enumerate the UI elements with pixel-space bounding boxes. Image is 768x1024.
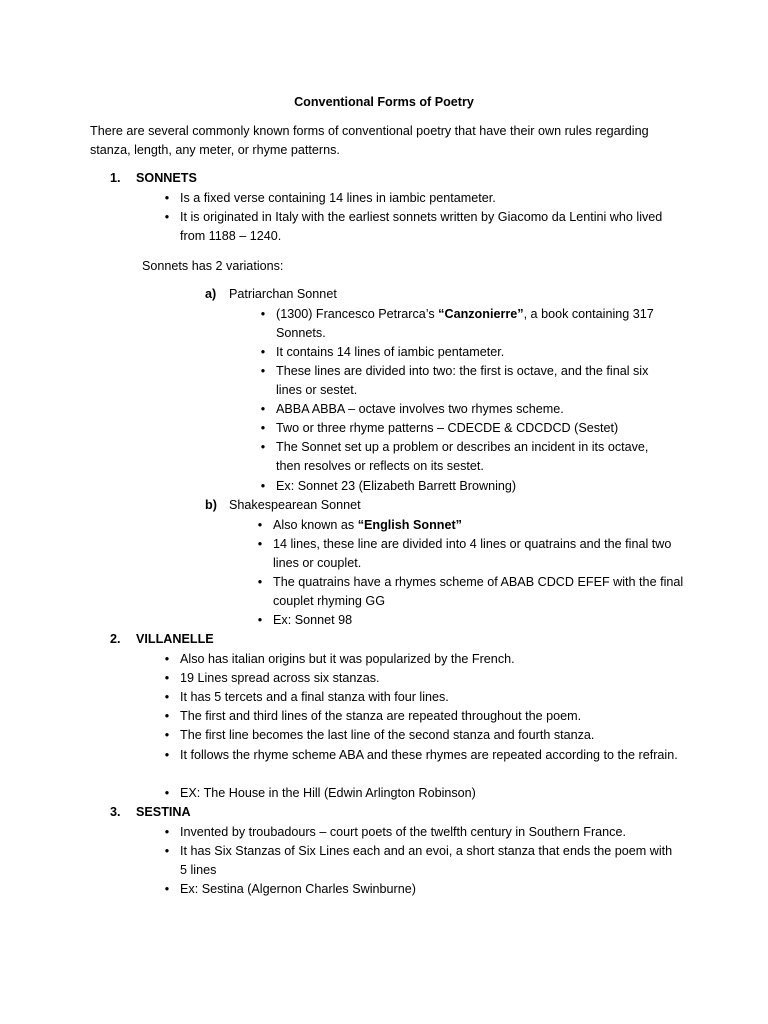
list-item: • Is a fixed verse containing 14 lines in iambic pentameter.: [180, 189, 700, 208]
bullet-icon: •: [260, 345, 266, 359]
bullet-icon: •: [164, 709, 170, 723]
bullet-icon: •: [260, 402, 266, 416]
bullet-icon: •: [260, 421, 266, 435]
section-heading-villanelle: [110, 630, 214, 649]
list-item: • Also has italian origins but it was popularized by the French.: [180, 650, 680, 669]
list-item: • It contains 14 lines of iambic pentameter.: [276, 343, 666, 362]
bullet-icon: •: [257, 613, 263, 627]
bullet-icon: •: [164, 191, 170, 205]
list-item: • The quatrains have a rhymes scheme of ABAB CDCD EFEF with the final couplet rhyming GG: [273, 573, 693, 611]
section-title: SONNETS: [136, 171, 197, 185]
section-title: VILLANELLE: [136, 632, 214, 646]
list-item: • These lines are divided into two: the first is octave, and the final six lines or sestet.: [276, 362, 666, 400]
bullet-icon: •: [257, 518, 263, 532]
list-item: • Also known as “English Sonnet”: [273, 516, 693, 535]
bullet-icon: •: [260, 440, 266, 454]
page-title: Conventional Forms of Poetry: [294, 95, 474, 109]
bullet-icon: •: [257, 575, 263, 589]
subsection-heading-patriarchan: a) Patriarchan Sonnet: [205, 287, 337, 301]
bullet-icon: •: [164, 671, 170, 685]
list-item: • Ex: Sonnet 98: [273, 611, 693, 630]
bullet-icon: •: [164, 786, 170, 800]
list-item: • (1300) Francesco Petrarca’s “Canzonierre”, a book containing 317 Sonnets.: [276, 305, 666, 343]
bullet-icon: •: [164, 210, 170, 224]
bullet-icon: •: [260, 307, 266, 321]
section-heading-sonnets: [110, 169, 197, 188]
list-item: • Ex: Sonnet 23 (Elizabeth Barrett Browning): [276, 477, 666, 496]
section-number: 1.: [110, 171, 121, 185]
list-item: • The first line becomes the last line of the second stanza and fourth stanza.: [180, 726, 680, 745]
list-item: • It has 5 tercets and a final stanza with four lines.: [180, 688, 680, 707]
list-item: • ABBA ABBA – octave involves two rhymes scheme.: [276, 400, 666, 419]
bullet-icon: •: [164, 748, 170, 762]
list-item: • Ex: Sestina (Algernon Charles Swinburne): [180, 880, 680, 899]
list-item: • 14 lines, these line are divided into 4 lines or quatrains and the final two lines or couplet.: [273, 535, 693, 573]
section-number: 2.: [110, 632, 121, 646]
bullet-icon: •: [164, 690, 170, 704]
list-item: • It has Six Stanzas of Six Lines each and an evoi, a short stanza that ends the poem with 5 lines: [180, 842, 680, 880]
list-item: • Two or three rhyme patterns – CDECDE & CDCDCD (Sestet): [276, 419, 666, 438]
section-number: 3.: [110, 805, 121, 819]
variations-label: Sonnets has 2 variations:: [142, 259, 284, 273]
list-item: • The first and third lines of the stanza are repeated throughout the poem.: [180, 707, 680, 726]
bullet-icon: •: [260, 479, 266, 493]
section-heading-sestina: [110, 803, 191, 822]
bullet-icon: •: [164, 728, 170, 742]
bullet-icon: •: [164, 825, 170, 839]
list-item: • Invented by troubadours – court poets of the twelfth century in Southern France.: [180, 823, 700, 842]
section-title: SESTINA: [136, 805, 191, 819]
list-item: • 19 Lines spread across six stanzas.: [180, 669, 680, 688]
bullet-icon: •: [257, 537, 263, 551]
subsection-heading-shakespearean: b) Shakespearean Sonnet: [205, 498, 361, 512]
bullet-icon: •: [164, 844, 170, 858]
bullet-icon: •: [164, 882, 170, 896]
list-item: • EX: The House in the Hill (Edwin Arlington Robinson): [180, 784, 680, 803]
intro-paragraph: There are several commonly known forms of conventional poetry that have their own rules regarding stanza, length, any meter, or rhyme patterns.: [90, 124, 649, 157]
bullet-icon: •: [164, 652, 170, 666]
list-item: • It follows the rhyme scheme ABA and these rhymes are repeated according to the refrain.: [180, 746, 680, 765]
list-item: • The Sonnet set up a problem or describes an incident in its octave, then resolves or reflects on its sestet.: [276, 438, 676, 476]
bullet-icon: •: [260, 364, 266, 378]
list-item: • It is originated in Italy with the earliest sonnets written by Giacomo da Lentini who lived from 1188 – 1240.: [180, 208, 680, 246]
